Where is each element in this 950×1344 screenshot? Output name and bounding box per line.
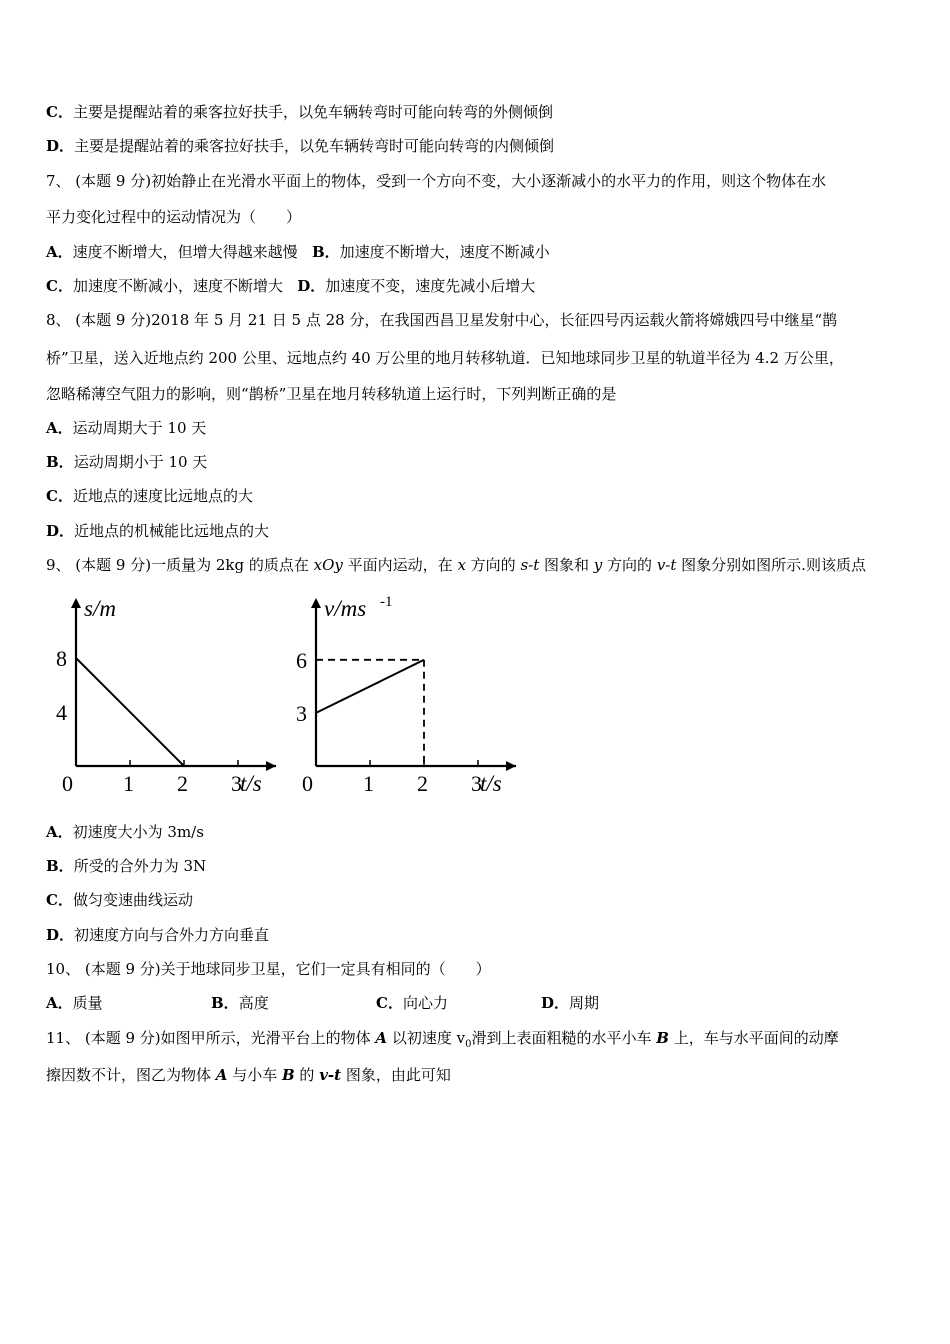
math-var: s-t bbox=[520, 556, 540, 574]
option-b bbox=[211, 992, 376, 1014]
question-text: 上，车与水平面间的动摩 bbox=[668, 1029, 839, 1047]
option-c-line bbox=[46, 101, 553, 123]
question-text: 图象，由此可知 bbox=[341, 1066, 451, 1084]
question-9-stem bbox=[46, 554, 866, 576]
option-label: C． bbox=[46, 103, 73, 121]
math-var: x bbox=[457, 556, 466, 574]
option-label: D． bbox=[297, 277, 326, 295]
option-text: 速度不断增大，但增大得越来越慢 bbox=[72, 243, 298, 261]
y-axis-label-exponent: -1 bbox=[380, 594, 393, 610]
option-label: B． bbox=[46, 453, 74, 471]
option-d-line bbox=[46, 135, 554, 157]
option-text: 质量 bbox=[72, 994, 103, 1012]
question-8-stem-cont bbox=[46, 347, 844, 369]
option-label: A． bbox=[46, 823, 73, 841]
question-9-option-d bbox=[46, 924, 269, 946]
option-text: 加速度不断减小，速度不断增大 bbox=[72, 277, 283, 295]
question-text: 桥”卫星，送入近地点约 200 公里、远地点约 40 万公里的地月转移轨道．已知地球同步卫星的轨道半径为 4.2 万公里， bbox=[46, 349, 844, 367]
option-label: D． bbox=[541, 994, 570, 1012]
series-line bbox=[76, 658, 184, 766]
question-text: 关于地球同步卫星，它们一定具有相同的（ ） bbox=[160, 960, 491, 978]
option-label: B． bbox=[46, 857, 74, 875]
question-text: 方向的 bbox=[465, 556, 521, 574]
option-text: 所受的合外力为 3N bbox=[73, 857, 207, 875]
question-text: 图象和 bbox=[539, 556, 594, 574]
option-text: 初速度方向与合外力方向垂直 bbox=[74, 926, 270, 944]
option-text: 向心力 bbox=[402, 994, 448, 1012]
question-text: 初始静止在光滑水平面上的物体，受到一个方向不变，大小逐渐减小的水平力的作用，则这个物体在水 bbox=[151, 172, 827, 190]
y-tick-label: 4 bbox=[56, 700, 67, 725]
x-axis-label: t/s bbox=[240, 771, 262, 796]
math-var: B bbox=[281, 1066, 295, 1084]
option-label: B． bbox=[211, 994, 239, 1012]
question-number: 8、 (本题 9 分) bbox=[46, 311, 152, 329]
question-10-stem bbox=[46, 958, 491, 980]
math-var: A bbox=[375, 1029, 388, 1047]
question-text: 图象分别如图所示.则该质点 bbox=[676, 556, 866, 574]
question-8-option-d bbox=[46, 520, 269, 542]
option-a bbox=[46, 992, 211, 1014]
math-var: A bbox=[215, 1066, 228, 1084]
x-tick-label: 0 bbox=[302, 771, 313, 796]
option-label: D． bbox=[46, 926, 75, 944]
option-label: D． bbox=[46, 522, 75, 540]
option-text: 加速度不变，速度先减小后增大 bbox=[325, 277, 536, 295]
x-axis-arrow bbox=[266, 761, 276, 771]
y-tick-label: 3 bbox=[296, 700, 307, 726]
question-7-options-cd bbox=[46, 275, 535, 297]
question-11-stem-cont bbox=[46, 1064, 451, 1086]
series-line bbox=[316, 660, 424, 713]
option-label: C． bbox=[46, 891, 73, 909]
question-8-option-c bbox=[46, 485, 253, 507]
s-t-graph bbox=[40, 590, 280, 805]
x-axis-label: t/s bbox=[480, 771, 502, 796]
y-axis-arrow bbox=[311, 598, 321, 608]
x-tick-label: 3 bbox=[231, 771, 242, 796]
math-var: v-t bbox=[656, 556, 677, 574]
option-label: C． bbox=[46, 277, 73, 295]
option-c bbox=[376, 992, 541, 1014]
question-text: 2018 年 5 月 21 日 5 点 28 分，在我国西昌卫星发射中心，长征四号丙运载火箭将嫦娥四号中继星“鹊 bbox=[151, 311, 838, 329]
x-tick-label: 2 bbox=[417, 771, 428, 796]
y-axis-arrow bbox=[71, 598, 81, 608]
question-8-stem-cont2 bbox=[46, 383, 616, 405]
question-text: 方向的 bbox=[602, 556, 657, 574]
x-tick-label: 1 bbox=[363, 771, 374, 796]
x-tick-label: 2 bbox=[177, 771, 188, 796]
option-text: 主要是提醒站着的乘客拉好扶手，以免车辆转弯时可能向转弯的外侧倾倒 bbox=[72, 103, 553, 121]
option-label: A． bbox=[46, 419, 73, 437]
option-text: 近地点的速度比远地点的大 bbox=[72, 487, 253, 505]
question-9-option-b bbox=[46, 855, 206, 877]
option-label: A． bbox=[46, 994, 73, 1012]
math-var: xOy bbox=[313, 556, 343, 574]
x-tick-label: 0 bbox=[62, 771, 73, 796]
question-9-option-a bbox=[46, 821, 204, 843]
question-text: 与小车 bbox=[227, 1066, 282, 1084]
option-text: 近地点的机械能比远地点的大 bbox=[74, 522, 270, 540]
subscript: 0 bbox=[465, 1039, 472, 1050]
option-label: A． bbox=[46, 243, 73, 261]
question-10-options bbox=[46, 992, 599, 1014]
question-text: 一质量为 2kg 的质点在 bbox=[151, 556, 314, 574]
y-tick-label: 6 bbox=[296, 647, 307, 673]
option-label: C． bbox=[46, 487, 73, 505]
question-text: 平力变化过程中的运动情况为（ ） bbox=[46, 208, 302, 226]
question-text: 擦因数不计，图乙为物体 bbox=[46, 1066, 216, 1084]
question-text: 滑到上表面粗糙的水平小车 bbox=[471, 1029, 657, 1047]
option-d bbox=[541, 992, 599, 1014]
y-tick-label: 8 bbox=[56, 646, 67, 671]
question-7-stem bbox=[46, 170, 826, 192]
question-8-stem bbox=[46, 309, 837, 331]
math-var: B bbox=[656, 1029, 669, 1047]
question-7-stem-cont bbox=[46, 206, 301, 228]
option-label: B． bbox=[311, 243, 340, 261]
x-tick-label: 1 bbox=[123, 771, 134, 796]
option-text: 运动周期大于 10 天 bbox=[72, 419, 207, 437]
question-number: 11、 (本题 9 分) bbox=[46, 1029, 161, 1047]
question-9-option-c bbox=[46, 889, 193, 911]
math-var: y bbox=[593, 556, 603, 574]
y-axis-label: s/m bbox=[84, 596, 116, 621]
v-t-graph bbox=[280, 590, 520, 805]
question-text: 如图甲所示，光滑平台上的物体 bbox=[160, 1029, 376, 1047]
question-number: 7、 (本题 9 分) bbox=[46, 172, 152, 190]
question-text: 的 bbox=[294, 1066, 320, 1084]
question-11-stem bbox=[46, 1027, 839, 1056]
question-number: 9、 (本题 9 分) bbox=[46, 556, 152, 574]
y-axis-label: v/ms bbox=[324, 596, 367, 621]
x-axis-arrow bbox=[506, 761, 516, 771]
x-tick-label: 3 bbox=[471, 771, 482, 796]
question-8-option-a bbox=[46, 417, 206, 439]
option-text: 主要是提醒站着的乘客拉好扶手，以免车辆转弯时可能向转弯的内侧倾倒 bbox=[74, 137, 555, 155]
option-label: D． bbox=[46, 137, 75, 155]
option-text: 高度 bbox=[238, 994, 269, 1012]
math-var: v-t bbox=[319, 1066, 342, 1084]
option-text: 加速度不断增大，速度不断减小 bbox=[339, 243, 550, 261]
question-8-option-b bbox=[46, 451, 207, 473]
option-text: 运动周期小于 10 天 bbox=[73, 453, 208, 471]
question-7-options-ab bbox=[46, 241, 550, 263]
question-text: 以初速度 v bbox=[387, 1029, 466, 1047]
question-number: 10、 (本题 9 分) bbox=[46, 960, 161, 978]
option-text: 初速度大小为 3m/s bbox=[72, 823, 204, 841]
option-text: 周期 bbox=[569, 994, 600, 1012]
question-text: 平面内运动，在 bbox=[342, 556, 458, 574]
option-label: C． bbox=[376, 994, 403, 1012]
question-text: 忽略稀薄空气阻力的影响，则“鹊桥”卫星在地月转移轨道上运行时，下列判断正确的是 bbox=[46, 385, 617, 403]
option-text: 做匀变速曲线运动 bbox=[72, 891, 193, 909]
